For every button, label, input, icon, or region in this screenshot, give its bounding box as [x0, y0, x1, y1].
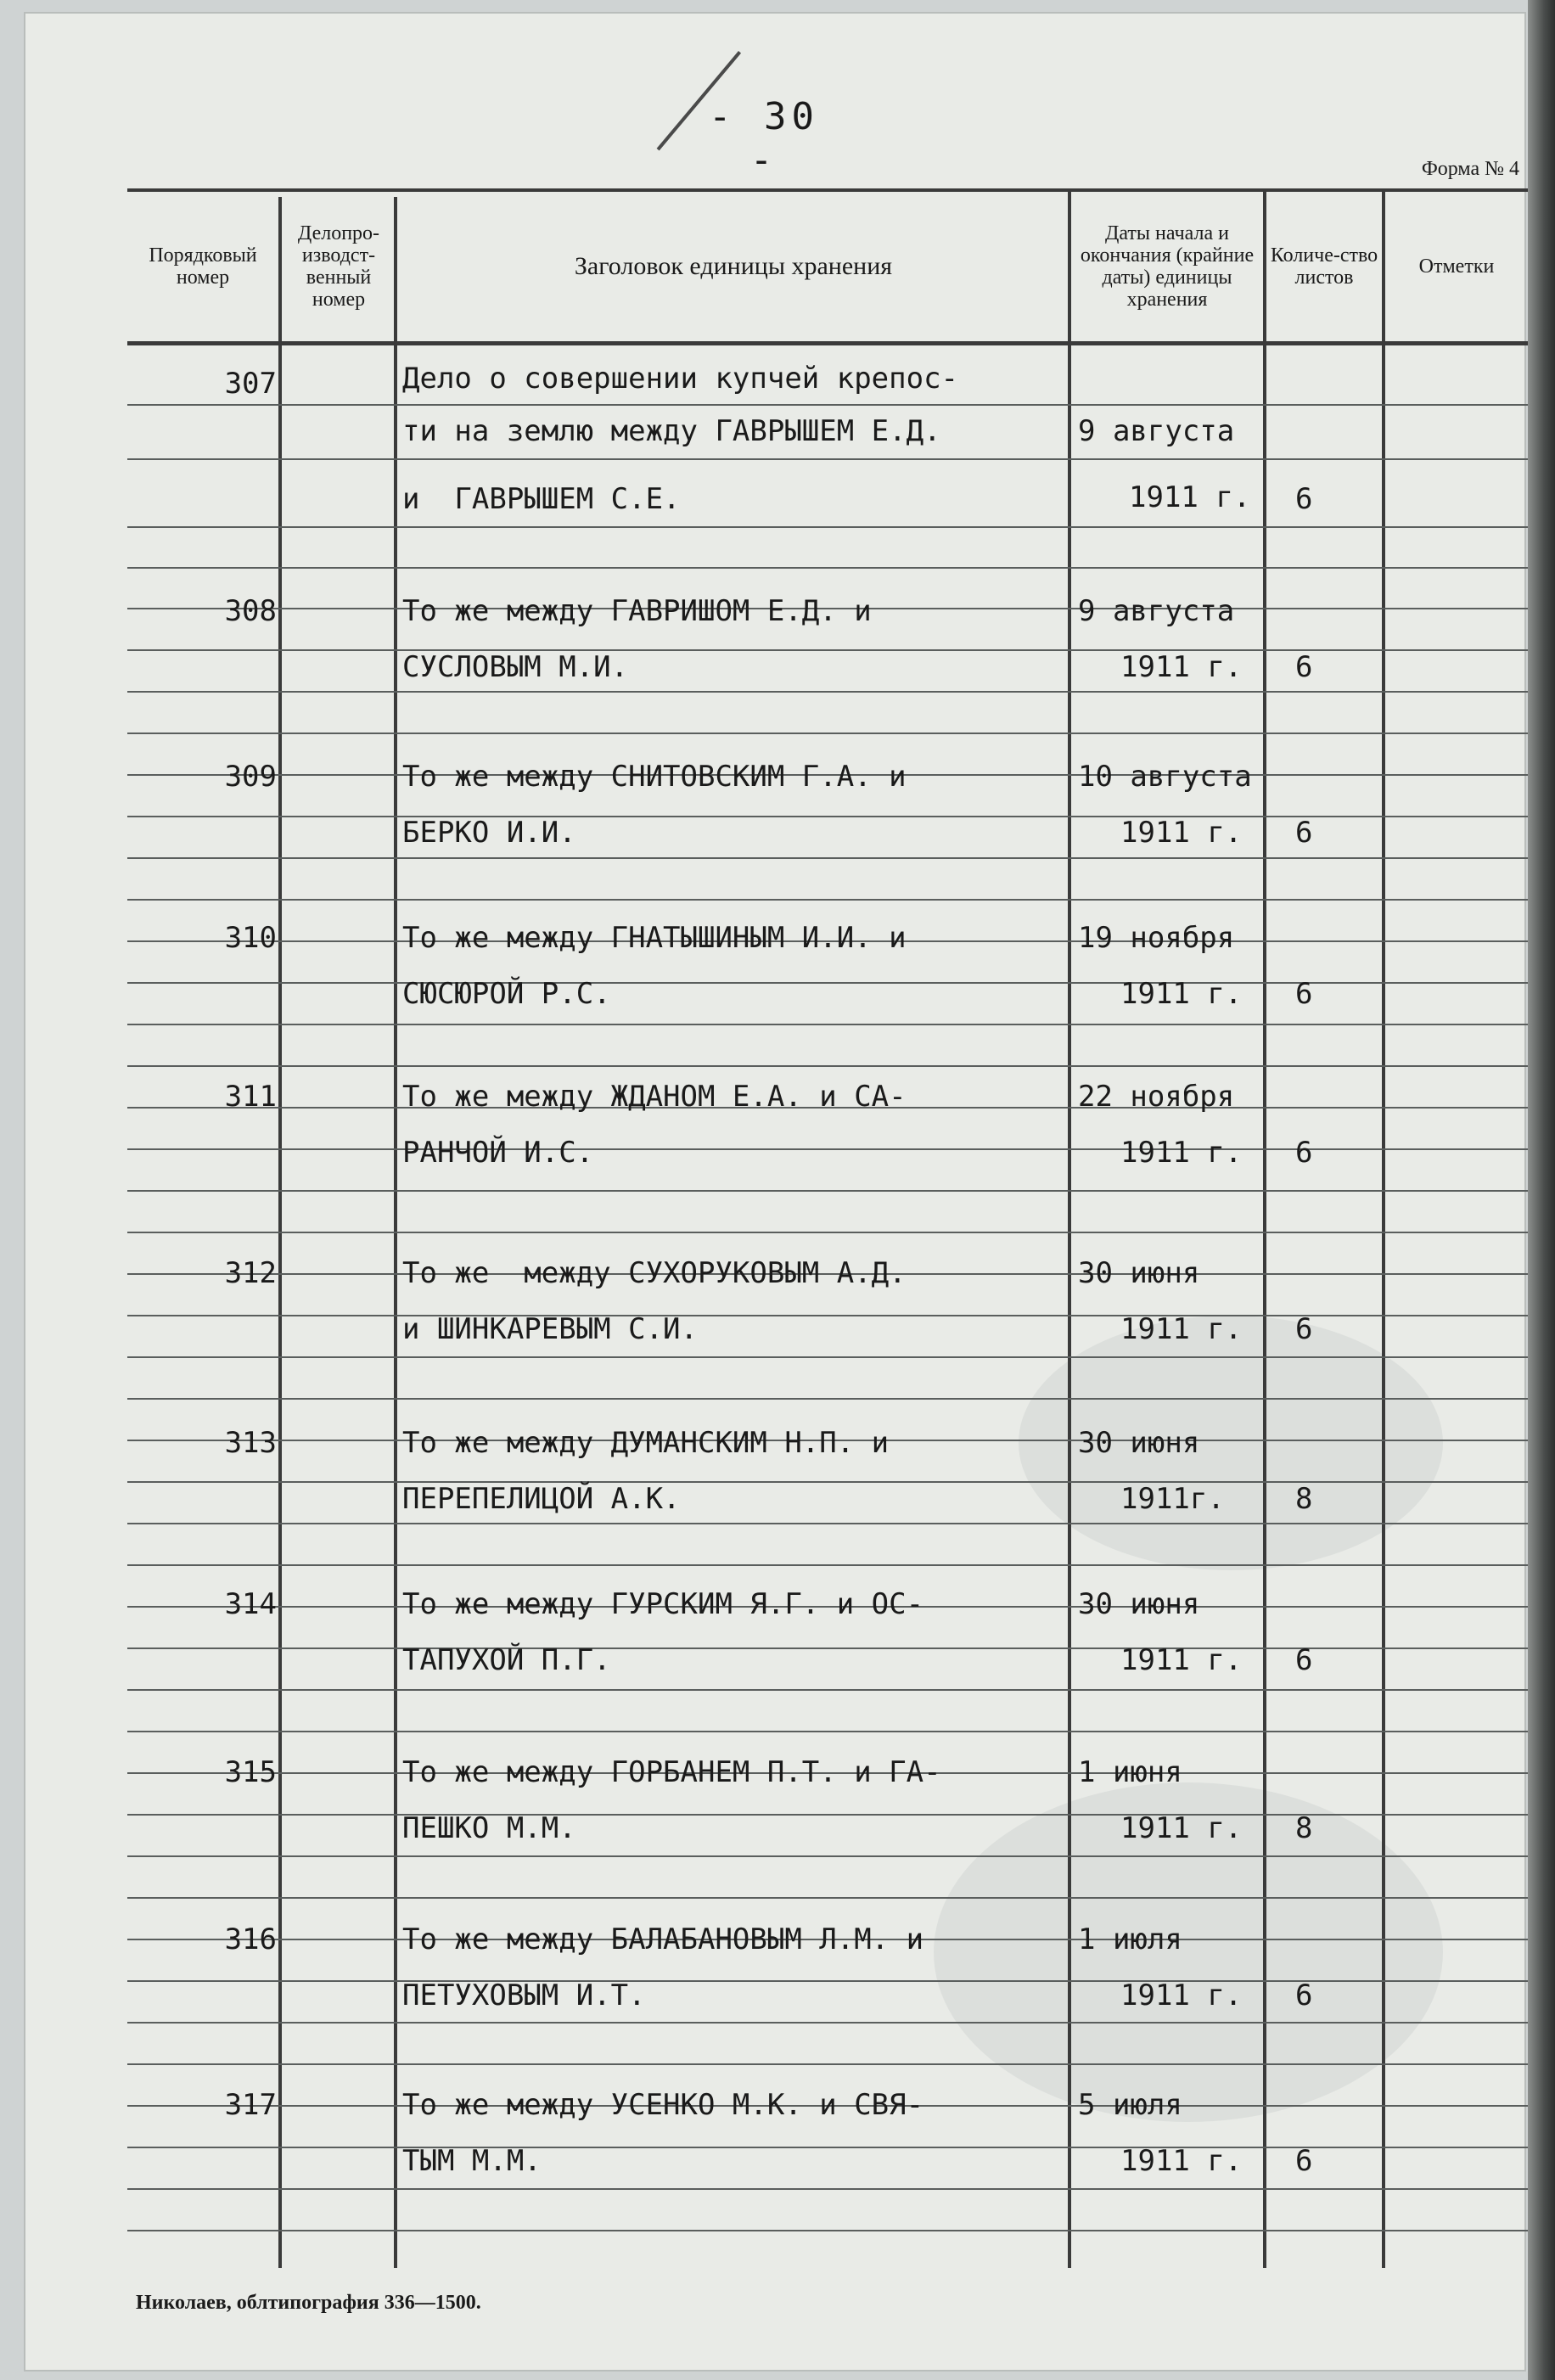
ruled-line — [127, 1647, 1528, 1649]
row-date-year: 1911 г. — [1120, 1811, 1243, 1845]
column-divider — [1068, 190, 1071, 2268]
row-title-line: Дело о совершении купчей крепос- — [402, 362, 959, 396]
header-order-number: Порядковый номер — [149, 244, 257, 289]
row-title-line: То же между СНИТОВСКИМ Г.А. и — [402, 760, 907, 794]
ruled-line — [127, 2063, 1528, 2065]
row-sheet-count: 8 — [1295, 1811, 1313, 1845]
row-date-start: 9 августа — [1078, 594, 1235, 628]
row-sheet-count: 6 — [1295, 977, 1313, 1011]
row-number: 315 — [224, 1755, 277, 1789]
row-date-start: 30 июня — [1078, 1256, 1200, 1290]
row-title-line: ти на землю между ГАВРЫШЕМ Е.Д. — [402, 414, 941, 448]
printer-imprint: Николаев, облтипография 336—1500. — [136, 2292, 481, 2314]
ruled-line — [127, 1523, 1528, 1524]
column-divider — [1263, 190, 1266, 2268]
row-date-start: 5 июля — [1078, 2088, 1182, 2122]
row-number: 317 — [224, 2088, 277, 2122]
row-title-line: То же между ЖДАНОМ Е.А. и СА- — [402, 1080, 907, 1114]
row-sheet-count: 6 — [1295, 1979, 1313, 2012]
ruled-line — [127, 857, 1528, 859]
row-title-line: То же между ГАВРИШОМ Е.Д. и — [402, 594, 872, 628]
row-sheet-count: 6 — [1295, 650, 1313, 684]
ruled-line — [127, 458, 1528, 460]
row-date-year: 1911 г. — [1120, 977, 1243, 1011]
ruled-line — [127, 816, 1528, 817]
row-title-line: То же между ГНАТЫШИНЫМ И.И. и — [402, 921, 907, 955]
ruled-line — [127, 1148, 1528, 1150]
ruled-line — [127, 899, 1528, 901]
row-date-start: 30 июня — [1078, 1587, 1200, 1621]
row-date-start: 1 июля — [1078, 1923, 1182, 1956]
row-number: 314 — [224, 1587, 277, 1621]
row-number: 316 — [224, 1923, 277, 1956]
header-title: Заголовок единицы хранения — [574, 252, 893, 280]
ruled-line — [127, 1731, 1528, 1732]
ruled-line — [127, 1897, 1528, 1899]
ruled-line — [127, 691, 1528, 693]
ruled-line — [127, 1065, 1528, 1067]
ruled-line — [127, 2022, 1528, 2024]
ruled-line — [127, 1814, 1528, 1816]
row-sheet-count: 6 — [1295, 1136, 1313, 1170]
header-dates: Даты начала и окончания (крайние даты) единицы хранения — [1080, 222, 1255, 311]
row-title-line: и ШИНКАРЕВЫМ С.И. — [402, 1312, 698, 1346]
row-number: 309 — [224, 760, 277, 794]
row-title-line: ТАПУХОЙ П.Г. — [402, 1643, 611, 1677]
row-date-year: 1911 г. — [1129, 480, 1251, 514]
row-date-year: 1911г. — [1120, 1482, 1225, 1516]
row-number: 312 — [224, 1256, 277, 1290]
ruled-line — [127, 1398, 1528, 1400]
row-sheet-count: 6 — [1295, 1312, 1313, 1346]
row-date-year: 1911 г. — [1120, 1643, 1243, 1677]
row-date-start: 30 июня — [1078, 1426, 1200, 1460]
header-sheets: Количе-ство листов — [1270, 244, 1378, 289]
ruled-line — [127, 1481, 1528, 1483]
ruled-line — [127, 1564, 1528, 1566]
header-office-number: Делопро-изводст-венный номер — [297, 222, 380, 311]
row-date-year: 1911 г. — [1120, 1312, 1243, 1346]
row-date-start: 19 ноября — [1078, 921, 1235, 955]
row-title-line: ПЕТУХОВЫМ И.Т. — [402, 1979, 646, 2012]
page-number: - 30 - — [709, 95, 819, 182]
header-bottom-border — [127, 341, 1528, 345]
ruled-line — [127, 1855, 1528, 1857]
row-number: 313 — [224, 1426, 277, 1460]
row-number: 310 — [224, 921, 277, 955]
row-title-line: То же между ГУРСКИМ Я.Г. и ОС- — [402, 1587, 924, 1621]
row-sheet-count: 8 — [1295, 1482, 1313, 1516]
row-title-line: РАНЧОЙ И.С. — [402, 1136, 594, 1170]
ruled-line — [127, 1980, 1528, 1982]
column-divider — [1382, 190, 1385, 2268]
row-number: 311 — [224, 1080, 277, 1114]
row-date-start: 1 июня — [1078, 1755, 1182, 1789]
ruled-line — [127, 733, 1528, 734]
row-title-line: и ГАВРЫШЕМ С.Е. — [402, 482, 681, 516]
ruled-line — [127, 649, 1528, 651]
ruled-line — [127, 1689, 1528, 1691]
ruled-line — [127, 982, 1528, 984]
ruled-line — [127, 1356, 1528, 1358]
row-sheet-count: 6 — [1295, 2144, 1313, 2178]
row-date-year: 1911 г. — [1120, 2144, 1243, 2178]
row-sheet-count: 6 — [1295, 482, 1313, 516]
row-title-line: То же между УСЕНКО М.К. и СВЯ- — [402, 2088, 924, 2122]
row-title-line: То же между СУХОРУКОВЫМ А.Д. — [402, 1256, 907, 1290]
row-date-start: 22 ноября — [1078, 1080, 1235, 1114]
row-date-start: 10 августа — [1078, 760, 1252, 794]
header-notes: Отметки — [1418, 255, 1495, 278]
row-title-line: То же между БАЛАБАНОВЫМ Л.М. и — [402, 1923, 924, 1956]
row-sheet-count: 6 — [1295, 1643, 1313, 1677]
ruled-line — [127, 2188, 1528, 2190]
row-date-year: 1911 г. — [1120, 1979, 1243, 2012]
ruled-line — [127, 567, 1528, 569]
row-number: 307 — [224, 367, 277, 401]
ruled-line — [127, 2230, 1528, 2231]
ruled-line — [127, 1024, 1528, 1025]
row-date-year: 1911 г. — [1120, 816, 1243, 850]
row-date-year: 1911 г. — [1120, 1136, 1243, 1170]
row-title-line: То же между ГОРБАНЕМ П.Т. и ГА- — [402, 1755, 941, 1789]
ruled-line — [127, 404, 1528, 406]
row-title-line: ПЕРЕПЕЛИЦОЙ А.К. — [402, 1482, 681, 1516]
book-binding-edge — [1528, 0, 1555, 2380]
row-title-line: СЮСЮРОЙ Р.С. — [402, 977, 611, 1011]
ruled-line — [127, 2147, 1528, 2148]
row-sheet-count: 6 — [1295, 816, 1313, 850]
row-title-line: СУСЛОВЫМ М.И. — [402, 650, 629, 684]
row-title-line: ТЫМ М.М. — [402, 2144, 542, 2178]
ruled-line — [127, 1315, 1528, 1316]
row-title-line: То же между ДУМАНСКИМ Н.П. и — [402, 1426, 890, 1460]
row-title-line: ПЕШКО М.М. — [402, 1811, 576, 1845]
row-title-line: БЕРКО И.И. — [402, 816, 576, 850]
row-number: 308 — [224, 594, 277, 628]
row-date-start: 9 августа — [1078, 414, 1235, 448]
ruled-line — [127, 1190, 1528, 1192]
ruled-line — [127, 1232, 1528, 1233]
form-label: Форма № 4 — [1421, 158, 1519, 180]
ruled-line — [127, 526, 1528, 528]
row-date-year: 1911 г. — [1120, 650, 1243, 684]
